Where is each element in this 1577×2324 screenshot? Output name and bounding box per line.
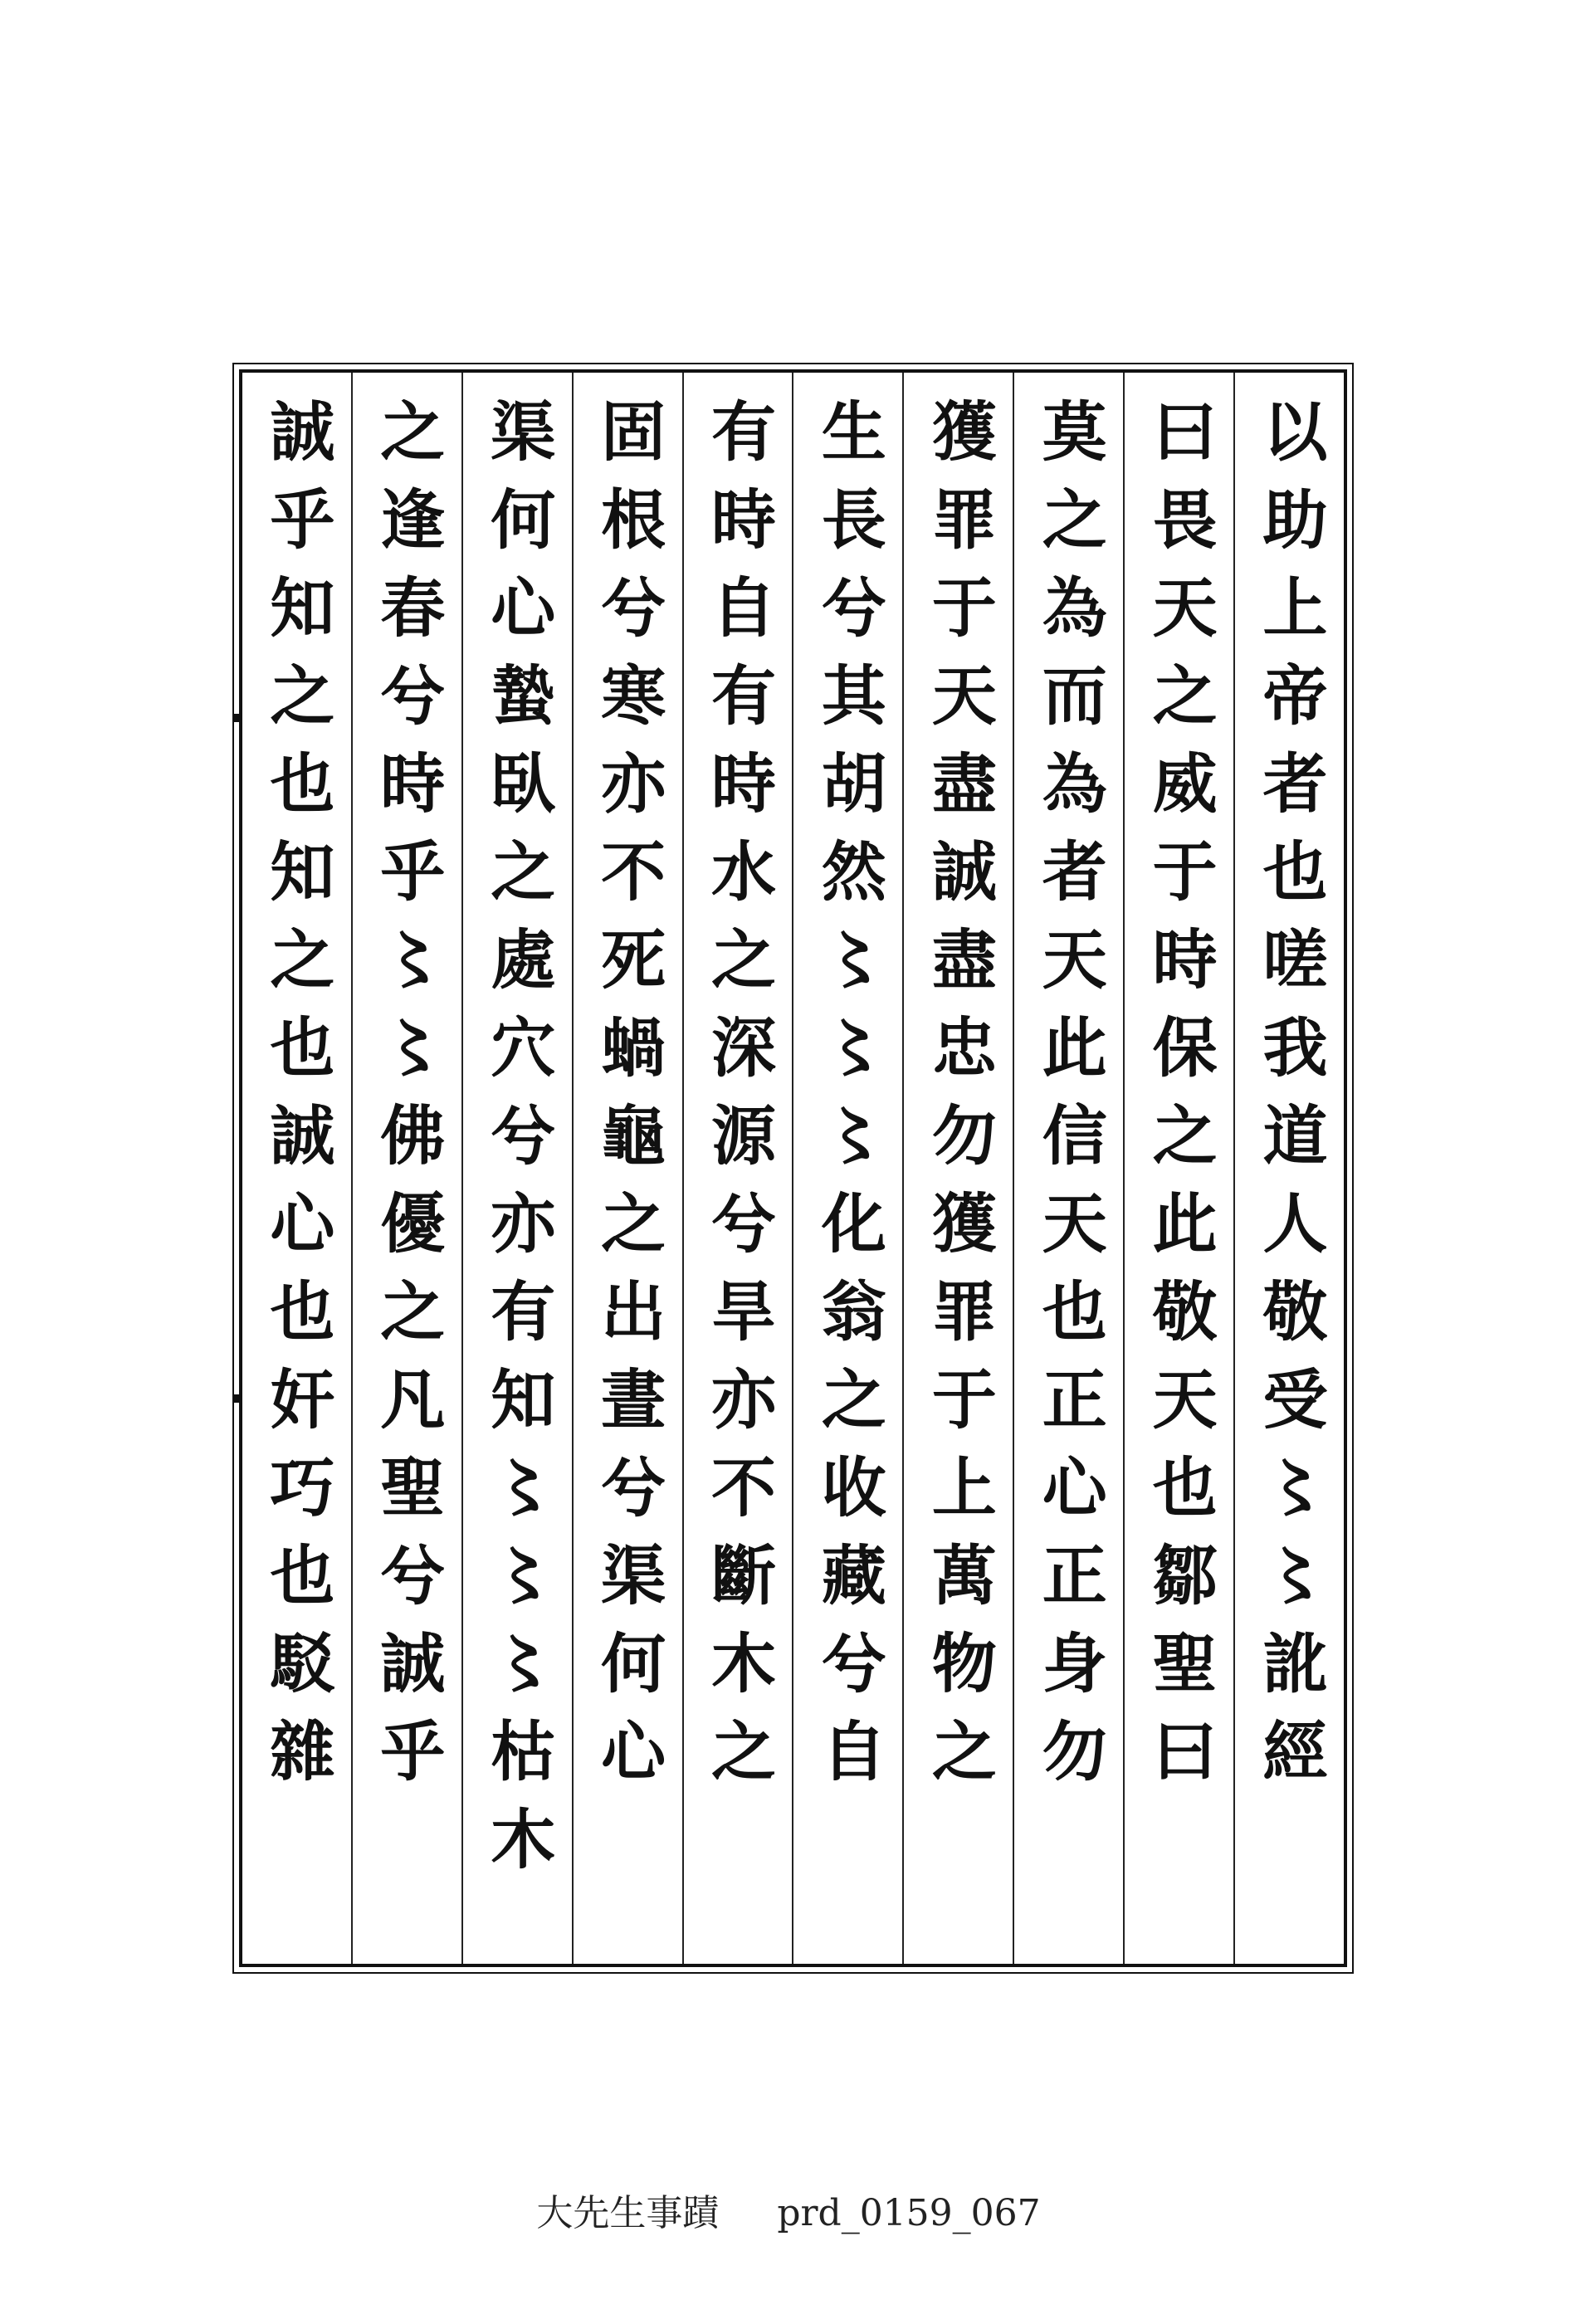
text-column-4 <box>902 373 1013 1964</box>
column-text: 固根兮寒亦不死蝸龜之出晝兮渠何心 <box>590 398 666 1805</box>
margin-tick-mark <box>234 1394 241 1403</box>
column-text: 曰畏天之威于時保之此敬天也鄒聖曰 <box>1141 398 1218 1805</box>
text-column-3 <box>1013 373 1123 1964</box>
text-column-10 <box>242 373 351 1964</box>
footer-title: 大先生事蹟 <box>536 2192 720 2234</box>
text-frame <box>239 369 1347 1967</box>
column-text: 獲罪于天盡誠盡忠勿獲罪于上萬物之 <box>920 398 997 1805</box>
text-column-2 <box>1123 373 1233 1964</box>
column-text: 以助上帝者也嗟我道人敬受〻〻訛經 <box>1252 398 1328 1805</box>
page-footer <box>0 2183 1577 2236</box>
column-text: 有時自有時水之深源兮旱亦不斷木之 <box>701 398 777 1805</box>
text-columns <box>242 373 1344 1964</box>
text-column-1 <box>1233 373 1344 1964</box>
text-column-6 <box>682 373 793 1964</box>
text-column-8 <box>461 373 572 1964</box>
text-column-9 <box>351 373 461 1964</box>
column-text: 生長兮其胡然〻〻〻化翁之收藏兮自 <box>810 398 886 1805</box>
column-text: 莫之為而為者天此信天也正心正身勿 <box>1031 398 1107 1805</box>
column-text: 渠何心蟄臥之處穴兮亦有知〻〻〻枯木 <box>480 398 556 1893</box>
footer-code: prd_0159_067 <box>777 2192 1041 2234</box>
column-text: 誠乎知之也知之也誠心也奸巧也駁雜 <box>259 398 335 1805</box>
column-text: 之逢春兮時乎〻〻佛優之凡聖兮誠乎 <box>369 398 446 1805</box>
text-column-5 <box>792 373 902 1964</box>
margin-tick-mark <box>234 714 241 722</box>
text-column-7 <box>572 373 682 1964</box>
